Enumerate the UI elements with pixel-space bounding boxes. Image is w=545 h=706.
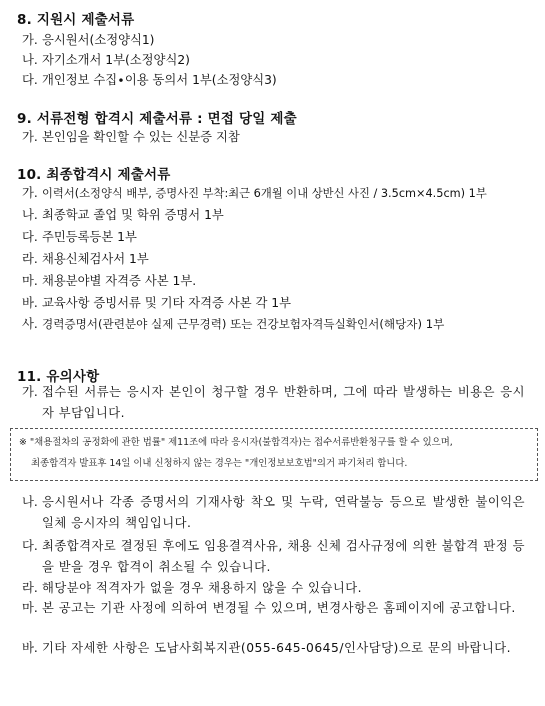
section-10-title: 10. 최종합격시 제출서류: [17, 167, 171, 183]
section-9-title: 9. 서류전형 합격시 제출서류 : 면접 당일 제출: [17, 111, 297, 127]
section-9-heading: [17, 107, 297, 127]
s10-item-5: 마. 채용분야별 자격증 사본 1부.: [22, 274, 197, 288]
s10-item-3: 다. 주민등록등본 1부: [22, 230, 137, 244]
s10-item-2: 나. 최종학교 졸업 및 학위 증명서 1부: [22, 208, 224, 222]
s10-item-7: 사. 경력증명서(관련분야 실제 근무경력) 또는 건강보험자격득실확인서(해당자) 1부: [22, 317, 445, 331]
notice-line-2: 최종합격자 발표후 14일 이내 신청하지 않는 경우는 "개인정보보호법"의거 파기처리 합니다.: [31, 458, 408, 469]
s8-item-3: 다. 개인정보 수집∙이용 동의서 1부(소정양식3): [22, 73, 277, 87]
notice-line-1: ※ "채용절차의 공정화에 관한 법률" 제11조에 따라 응시자(불합격자)는 접수서류반환청구를 할 수 있으며,: [19, 437, 453, 448]
section-11-title: 11. 유의사항: [17, 369, 100, 385]
section-8-heading: [17, 8, 134, 28]
s8-item-1: 가. 응시원서(소정양식1): [22, 33, 155, 47]
s9-item-1: 가. 본인임을 확인할 수 있는 신분증 지참: [22, 130, 240, 144]
s11-item-b: 나. 응시원서나 각종 증명서의 기재사항 착오 및 누락, 연락불능 등으로 발생한 불이익은 일체 응시자의 책임입니다.: [22, 495, 525, 530]
s11-item-d: 라. 해당분야 적격자가 없을 경우 채용하지 않을 수 있습니다.: [22, 581, 362, 595]
s11-item-f: 바. 기타 자세한 사항은 도남사회복지관(055-645-0645/인사담당)으로 문의 바랍니다.: [22, 641, 512, 655]
s11-item-a: 가. 접수된 서류는 응시자 본인이 청구할 경우 반환하며, 그에 따라 발생하는 비용은 응시자 부담입니다.: [22, 385, 525, 420]
s10-item-4: 라. 채용신체검사서 1부: [22, 252, 149, 266]
s11-item-e: 마. 본 공고는 기관 사정에 의하여 변경될 수 있으며, 변경사항은 홈페이지에 공고합니다.: [22, 601, 516, 615]
section-10-heading: [17, 163, 170, 183]
section-8-title: 8. 지원시 제출서류: [17, 12, 135, 28]
s11-item-c: 다. 최종합격자로 결정된 후에도 임용결격사유, 채용 신체 검사규정에 의한 불합격 판정 등을 받을 경우 합격이 취소될 수 있습니다.: [22, 539, 525, 574]
s10-item-1: 가. 이력서(소정양식 배부, 증명사진 부착:최근 6개월 이내 상반신 사진 / 3.5cm×4.5cm) 1부: [22, 186, 487, 200]
s8-item-2: 나. 자기소개서 1부(소정양식2): [22, 53, 190, 67]
return-notice-box: [10, 428, 538, 481]
s10-item-6: 바. 교육사항 증빙서류 및 기타 자격증 사본 각 1부: [22, 296, 292, 310]
